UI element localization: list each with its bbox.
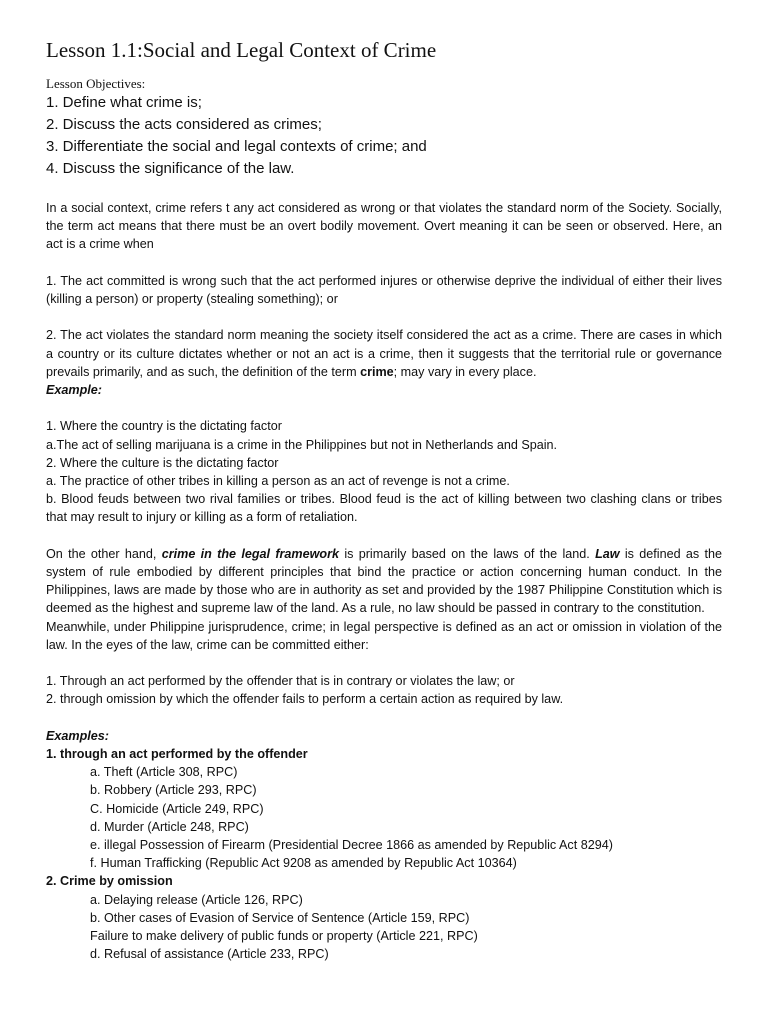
crime-act-item: e. illegal Possession of Firearm (Presidential Decree 1866 as amended by Republic Act 8294) xyxy=(90,838,613,853)
omission-item: d. Refusal of assistance (Article 233, RPC) xyxy=(90,947,329,962)
crime-act-item: C. Homicide (Article 249, RPC) xyxy=(90,801,264,816)
omission-item: Failure to make delivery of public funds or property (Article 221, RPC) xyxy=(90,929,478,944)
crime-act-item: a. Theft (Article 308, RPC) xyxy=(90,765,238,780)
example-item: a.The act of selling marijuana is a crime in the Philippines but not in Netherlands and Spain. xyxy=(46,437,558,452)
objective-item: 4. Discuss the significance of the law. xyxy=(46,160,295,177)
objective-item: 2. Discuss the acts considered as crimes; xyxy=(46,116,322,133)
way-item: 1. Through an act performed by the offender that is in contrary or violates the law; or xyxy=(46,674,515,689)
crime-act-item: b. Robbery (Article 293, RPC) xyxy=(90,783,257,798)
objective-item: 3. Differentiate the social and legal contexts of crime; and xyxy=(46,138,427,155)
social-point-1: 1. The act committed is wrong such that the act performed injures or otherwise deprive the individual of either their lives (killing a person) or property (stealing something); or xyxy=(46,273,722,306)
law-term: Law xyxy=(595,546,620,561)
lesson-body xyxy=(46,199,722,963)
example-label: Example: xyxy=(46,383,102,397)
objectives-list xyxy=(46,92,427,180)
example-item: 1. Where the country is the dictating factor xyxy=(46,419,282,434)
crime-act-item: f. Human Trafficking (Republic Act 9208 as amended by Republic Act 10364) xyxy=(90,856,517,871)
way-item: 2. through omission by which the offender fails to perform a certain action as required by law. xyxy=(46,692,564,707)
lesson-title: Lesson 1.1:Social and Legal Context of Crime xyxy=(46,38,437,62)
crime-term: crime xyxy=(360,364,394,379)
jurisprudence-paragraph: Meanwhile, under Philippine jurisprudence, crime; in legal perspective is defined as an act or omission in violation of the law. In the eyes of the law, crime can be committed either: xyxy=(46,619,722,652)
crime-act-item: d. Murder (Article 248, RPC) xyxy=(90,819,249,834)
group2-title: 2. Crime by omission xyxy=(46,874,173,889)
omission-item: b. Other cases of Evasion of Service of Sentence (Article 159, RPC) xyxy=(90,910,470,925)
objective-item: 1. Define what crime is; xyxy=(46,94,202,111)
examples-label: Examples: xyxy=(46,728,109,743)
example-item: b. Blood feuds between two rival families or tribes. Blood feud is the act of killing between two clashing clans or tribes that may result to injury or killing as a form of retaliation. xyxy=(46,492,722,525)
social-context-intro: In a social context, crime refers t any act considered as wrong or that violates the standard norm of the Society. Socially, the term act means that there must be an overt bodily movement. Overt meaning it can be seen or observed. Here, an act is a crime when xyxy=(46,201,722,252)
group1-title: 1. through an act performed by the offender xyxy=(46,747,308,761)
omission-item: a. Delaying release (Article 126, RPC) xyxy=(90,892,303,907)
example-item: a. The practice of other tribes in killing a person as an act of revenge is not a crime. xyxy=(46,474,510,488)
legal-context-paragraph: On the other hand, crime in the legal framework is primarily based on the laws of the land. Law is defined as the system of rule embodied by different principles that bind the practice or action concerning human conduct. In the Philippines, laws are made by those who are in authority as set and provided by the 1987 Philippine Constitution which is deemed as the highest and supreme law of the land. As a rule, no law should be passed in contrary to the constitution. xyxy=(46,546,722,616)
legal-framework-term: crime in the legal framework xyxy=(161,546,340,561)
social-point-2: 2. The act violates the standard norm meaning the society itself considered the act as a crime. There are cases in which a country or its culture dictates whether or not an act is a crime, then it suggests that the territorial rule or governance prevails primarily, and as such, the definition of the term crime; may vary in every place. xyxy=(46,328,722,379)
objectives-label: Lesson Objectives: xyxy=(46,76,146,91)
example-item: 2. Where the culture is the dictating factor xyxy=(46,455,279,470)
